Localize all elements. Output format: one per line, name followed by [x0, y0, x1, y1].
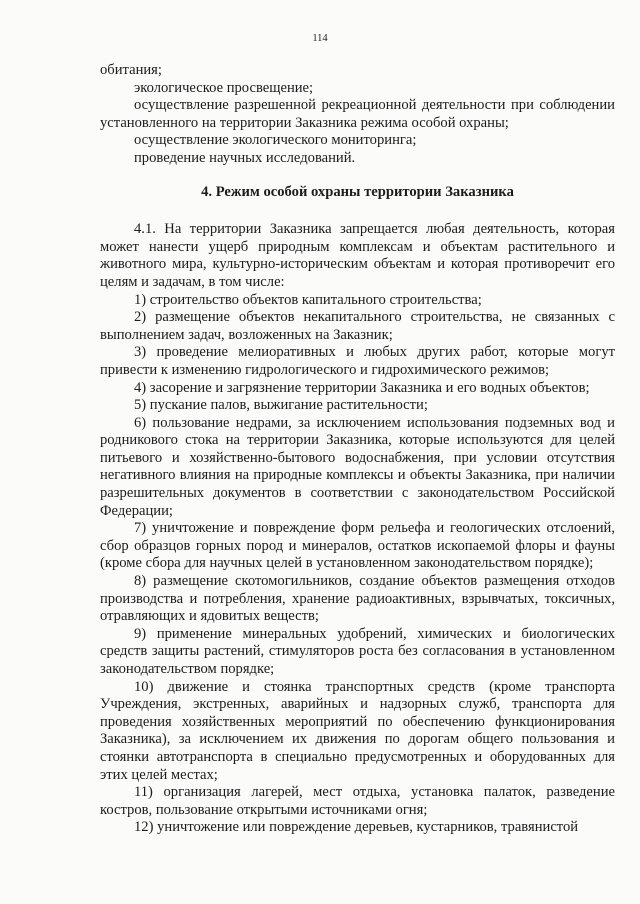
document-body — [100, 62, 615, 837]
list-item-12: 12) уничтожение или повреждение деревьев, кустарников, травянистой — [134, 819, 579, 836]
lead-paragraph: проведение научных исследований. — [134, 149, 356, 166]
list-item-11: 11) организация лагерей, мест отдыха, установка палаток, разведение костров, пользование открытыми источниками огня; — [100, 784, 615, 818]
section-heading: 4. Режим особой охраны территории Заказника — [201, 183, 514, 200]
list-item-6: 6) пользование недрами, за исключением использования подземных вод и родникового стока на территории Заказника, которые используются для целей питьевого и хозяйственно-бытового водоснабжения, при условии отсутствия негативного влияния на природные комплексы и объекты Заказника, при наличии разрешительных документов в соответствии с законодательством Российской Федерации; — [100, 414, 615, 519]
list-item-9: 9) применение минеральных удобрений, химических и биологических средств защиты растений, стимуляторов роста без согласования в установленном законодательством порядке; — [100, 625, 615, 677]
list-item-7: 7) уничтожение и повреждение форм рельефа и геологических отслоений, сбор образцов горных пород и минералов, остатков ископаемой флоры и фауны (кроме сбора для научных целей в установленном законодательством порядке); — [100, 520, 615, 572]
list-item-5: 5) пускание палов, выжигание растительности; — [134, 397, 428, 414]
lead-paragraph: обитания; — [100, 62, 162, 78]
list-item-3: 3) проведение мелиоративных и любых других работ, которые могут привести к изменению гидрологического и гидрохимического режимов; — [100, 344, 615, 378]
list-item-4: 4) засорение и загрязнение территории Заказника и его водных объектов; — [134, 379, 590, 396]
list-item-10: 10) движение и стоянка транспортных средств (кроме транспорта Учреждения, экстренных, аварийных и надзорных служб, транспорта для проведения хозяйственных мероприятий по обеспечению функционирования Заказника), за исключением их движения по дорогам общего пользования и стоянки автотранспорта в специально предусмотренных и оборудованных для этих целей местах; — [100, 678, 615, 783]
paragraph-4-1: 4.1. На территории Заказника запрещается любая деятельность, которая может нанести ущерб природным комплексам и объектам растительного и животного мира, культурно-историческим объектам и которая противоречит его целям и задачам, в том числе: — [100, 221, 615, 290]
list-item-2: 2) размещение объектов некапитального строительства, не связанных с выполнением задач, возложенных на Заказник; — [100, 309, 615, 343]
lead-paragraph: осуществление разрешенной рекреационной деятельности при соблюдении установленного на территории Заказника режима особой охраны; — [100, 97, 615, 131]
list-item-8: 8) размещение скотомогильников, создание объектов размещения отходов производства и потребления, хранение радиоактивных, взрывчатых, токсичных, отравляющих и ядовитых веществ; — [100, 573, 615, 625]
page-number: 114 — [312, 33, 328, 44]
lead-paragraph: экологическое просвещение; — [134, 79, 314, 96]
list-item-1: 1) строительство объектов капитального строительства; — [134, 291, 482, 308]
lead-paragraph: осуществление экологического мониторинга; — [134, 132, 417, 149]
